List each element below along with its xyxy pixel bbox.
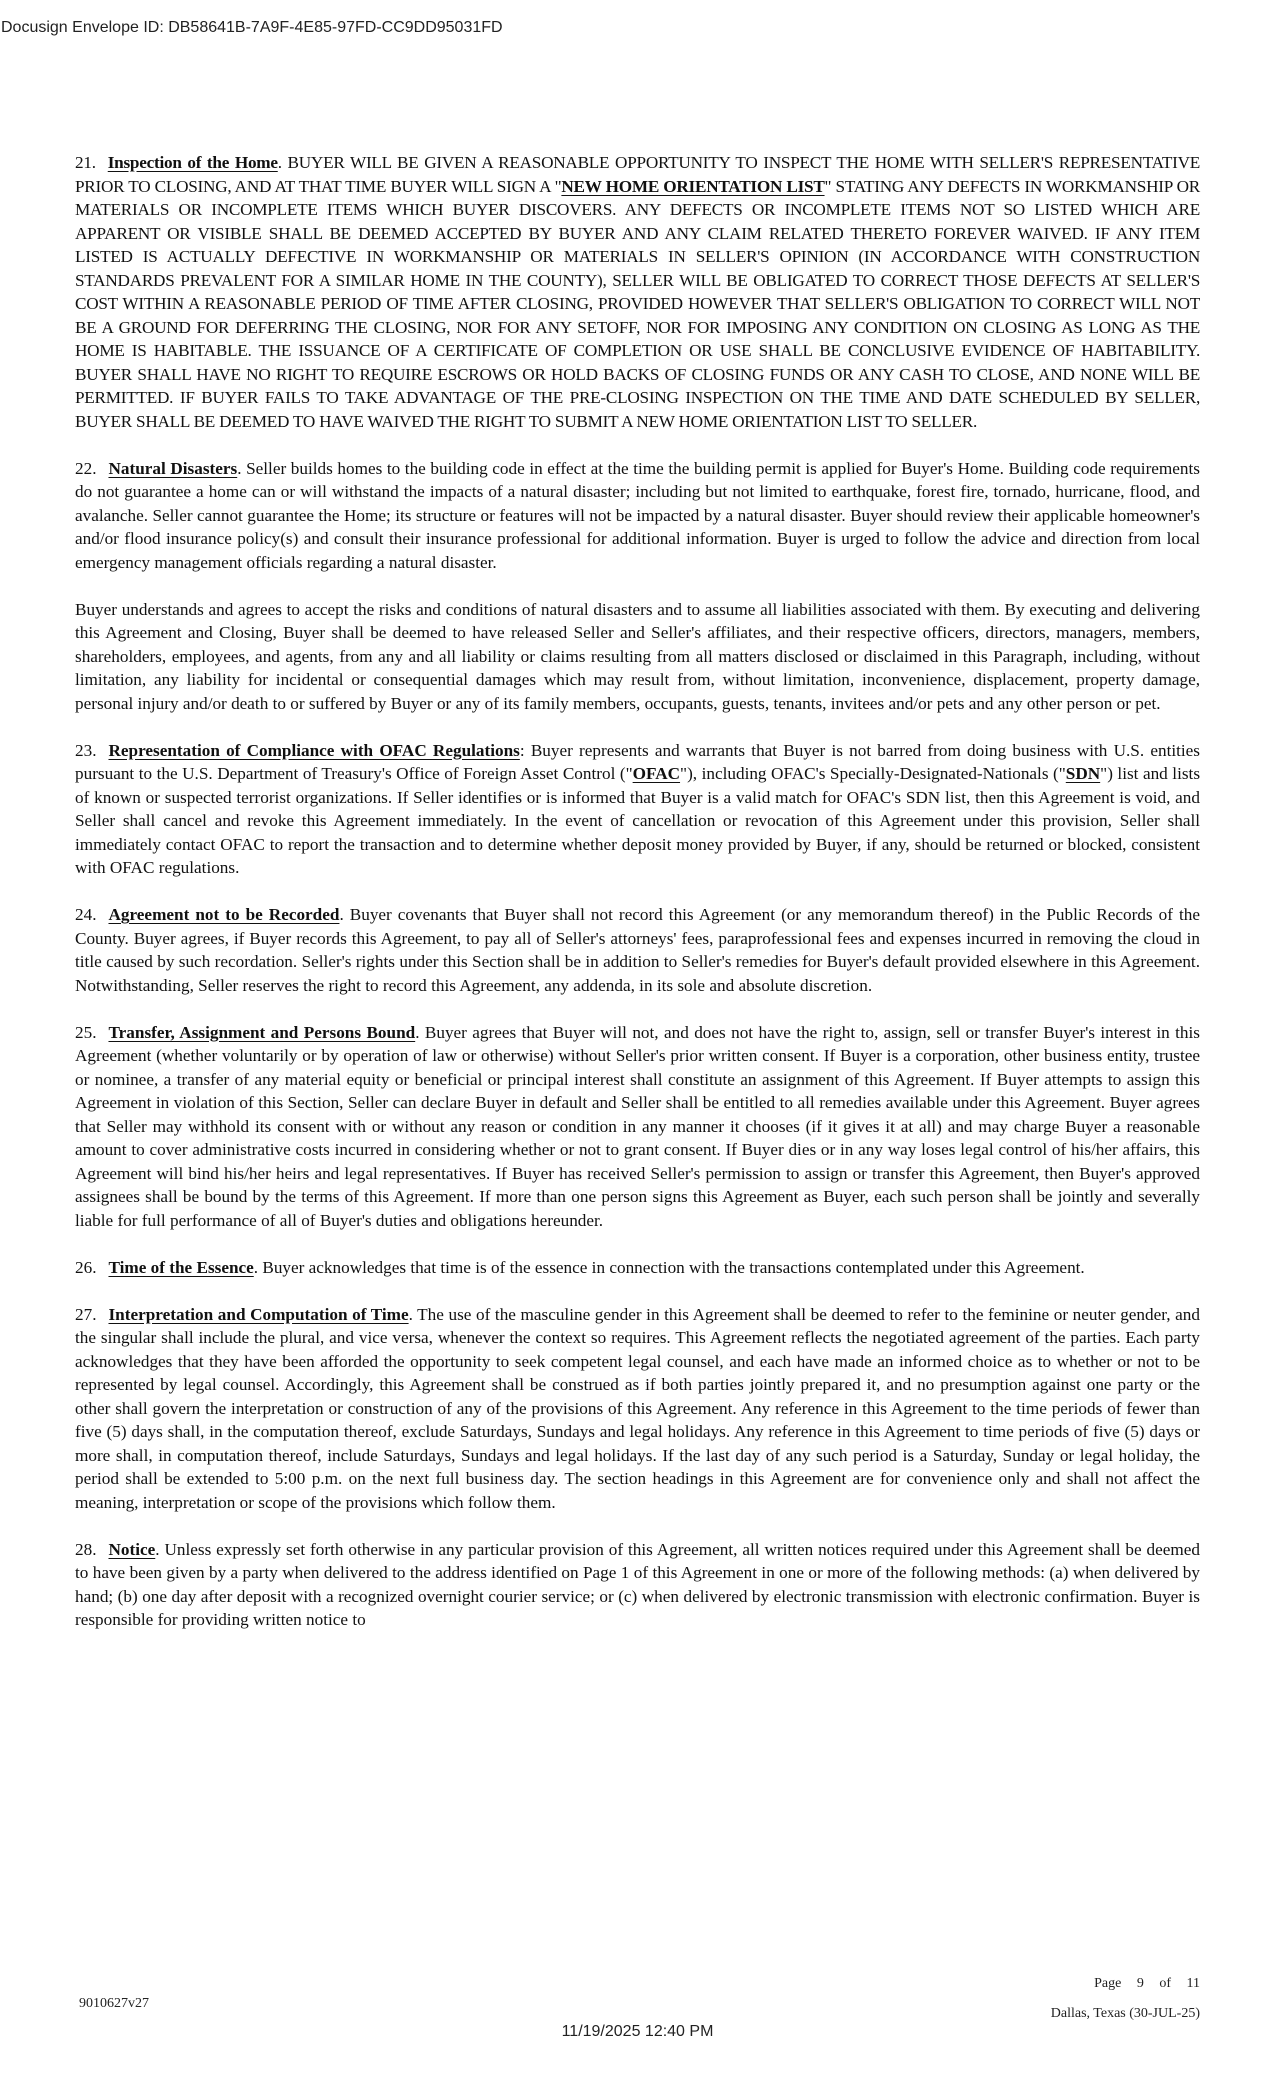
signature-timestamp: 11/19/2025 12:40 PM [561,2023,714,2040]
defined-term: SDN [1065,764,1101,783]
document-location-date: Dallas, Texas (30-JUL-25) [1050,2006,1200,2021]
section-heading: Inspection of the Home [107,153,278,172]
page-label: Page [1094,1976,1122,1991]
section-24-not-recorded [75,903,1200,997]
section-number: 21. [75,153,96,172]
section-heading: Representation of Compliance with OFAC Regulations [108,740,520,760]
section-number: 24. [75,905,97,924]
section-number: 22. [75,458,97,478]
section-heading: Time of the Essence [108,1257,254,1277]
section-text: : Buyer represents and warrants that Buyer is not barred from doing business with U.S. entities pursuant to the U.S. Department of Treasury's Office of Foreign Asset Control (" [75,740,1200,783]
section-21-inspection [75,151,1200,433]
section-text: . Unless expressly set forth otherwise in any particular provision of this Agreement, all written notices required under this Agreement shall be deemed to have been given by a party when delivered to the address identified on Page 1 of this Agreement in one or more of the following methods: (a) when delivered by hand; (b) one day after deposit with a recognized overnight courier service; or (c) when delivered by electronic transmission with electronic confirmation. Buyer is responsible for providing written notice to [75,1539,1200,1629]
section-heading: Interpretation and Computation of Time [108,1304,409,1324]
section-number: 26. [75,1257,97,1277]
section-text: . Buyer acknowledges that time is of the essence in connection with the transactions contemplated under this Agreement. [253,1257,1085,1277]
section-22-continuation: Buyer understands and agrees to accept the risks and conditions of natural disasters and to assume all liabilities associated with them. By executing and delivering this Agreement and Closing, Buyer shall be deemed to have released Seller and Seller's affiliates, and their respective officers, directors, managers, members, shareholders, employees, and agents, from any and all liability or claims resulting from all matters disclosed or disclaimed in this Paragraph, including, without limitation, any liability for incidental or consequential damages which may result from, without limitation, inconvenience, displacement, property damage, personal injury and/or death to or suffered by Buyer or any of its family members, occupants, guests, tenants, invitees and/or pets and any other person or pet. [75,599,1200,713]
section-text: . The use of the masculine gender in this Agreement shall be deemed to refer to the feminine or neuter gender, and the singular shall include the plural, and vice versa, whenever the context so requires. This Agreement reflects the negotiated agreement of the parties. Each party acknowledges that they have been afforded the opportunity to seek competent legal counsel, and each have made an informed choice as to whether or not to be represented by legal counsel. Accordingly, this Agreement shall be construed as if both parties jointly prepared it, and no presumption against one party or the other shall govern the interpretation or construction of any of the provisions of this Agreement. Any reference in this Agreement to the time periods of fewer than five (5) days shall, in the computation thereof, exclude Saturdays, Sundays and legal holidays. Any reference in this Agreement to time periods of five (5) days or more shall, in computation thereof, include Saturdays, Sundays and legal holidays. If the last day of any such period is a Saturday, Sunday or legal holiday, the period shall be extended to 5:00 p.m. on the next full business day. The section headings in this Agreement are for convenience only and shall not affect the meaning, interpretation or scope of the provisions which follow them. [75,1304,1200,1512]
defined-term: NEW HOME ORIENTATION LIST [561,176,825,196]
section-27-interpretation [75,1303,1200,1515]
section-23-ofac [75,739,1200,880]
section-heading: Notice [108,1539,156,1559]
section-22-natural-disasters [75,457,1200,575]
section-text: "), including OFAC's Specially-Designated-Nationals (" [680,764,1066,783]
section-text: . BUYER WILL BE GIVEN A REASONABLE OPPORTUNITY TO INSPECT THE HOME WITH SELLER'S REPRESENTATIVE PRIOR TO CLOSING, AND AT THAT TIME BUYER WILL SIGN A " [75,153,1200,196]
section-text: . Buyer agrees that Buyer will not, and does not have the right to, assign, sell or transfer Buyer's interest in this Agreement (whether voluntarily or by operation of law or otherwise) without Seller's prior written consent. If Buyer is a corporation, other business entity, trustee or nominee, a transfer of any material equity or beneficial or principal interest shall constitute an assignment of this Agreement. If Buyer attempts to assign this Agreement in violation of this Section, Seller can declare Buyer in default and Seller shall be entitled to all remedies available under this Agreement. Buyer agrees that Seller may withhold its consent with or without any reason or condition in any manner it chooses (if it gives it at all) and may charge Buyer a reasonable amount to cover administrative costs incurred in considering whether or not to grant consent. If Buyer dies or in any way loses legal control of his/her affairs, this Agreement will bind his/her heirs and legal representatives. If Buyer has received Seller's permission to assign or transfer this Agreement, then Buyer's approved assignees shall be bound by the terms of this Agreement. If more than one person signs this Agreement as Buyer, each such person shall be jointly and severally liable for full performance of all of Buyer's duties and obligations hereunder. [75,1022,1200,1230]
docusign-envelope-id: Docusign Envelope ID: DB58641B-7A9F-4E85-97FD-CC9DD95031FD [1,19,503,36]
document-version-id: 9010627v27 [79,1996,149,2011]
defined-term: OFAC [632,764,681,783]
section-number: 28. [75,1539,97,1559]
section-text: ") list and lists of known or suspected terrorist organizations. If Seller identifies or is informed that Buyer is a valid match for OFAC's SDN list, then this Agreement is void, and Seller shall cancel and revoke this Agreement immediately. In the event of cancellation or revocation of this Agreement under this provision, Seller shall immediately contact OFAC to report the transaction and to determine whether deposit money provided by Buyer, if any, should be returned or blocked, consistent with OFAC regulations. [75,764,1201,877]
document-body [75,151,1200,1655]
section-number: 27. [75,1304,97,1324]
page-of-label: of [1159,1976,1172,1991]
section-text: " STATING ANY DEFECTS IN WORKMANSHIP OR MATERIALS OR INCOMPLETE ITEMS WHICH BUYER DISCOVERS. ANY DEFECTS OR INCOMPLETE ITEMS NOT SO LISTED WHICH ARE APPARENT OR VISIBLE SHALL BE DEEMED ACCEPTED BY BUYER AND ANY CLAIM RELATED THERETO FOREVER WAIVED. IF ANY ITEM LISTED IS ACTUALLY DEFECTIVE IN WORKMANSHIP OR MATERIALS IN SELLER'S OPINION (IN ACCORDANCE WITH CONSTRUCTION STANDARDS PREVALENT FOR A SIMILAR HOME IN THE COUNTY), SELLER WILL BE OBLIGATED TO CORRECT THOSE DEFECTS AT SELLER'S COST WITHIN A REASONABLE PERIOD OF TIME AFTER CLOSING, PROVIDED HOWEVER THAT SELLER'S OBLIGATION TO CORRECT WILL NOT BE A GROUND FOR DEFERRING THE CLOSING, NOR FOR ANY SETOFF, NOR FOR IMPOSING ANY CONDITION ON CLOSING AS LONG AS THE HOME IS HABITABLE. THE ISSUANCE OF A CERTIFICATE OF COMPLETION OR USE SHALL BE CONCLUSIVE EVIDENCE OF HABITABILITY. BUYER SHALL HAVE NO RIGHT TO REQUIRE ESCROWS OR HOLD BACKS OF CLOSING FUNDS OR ANY CASH TO CLOSE, AND NONE WILL BE PERMITTED. IF BUYER FAILS TO TAKE ADVANTAGE OF THE PRE-CLOSING INSPECTION ON THE TIME AND DATE SCHEDULED BY SELLER, BUYER SHALL BE DEEMED TO HAVE WAIVED THE RIGHT TO SUBMIT A NEW HOME ORIENTATION LIST TO SELLER. [75,176,1201,431]
section-number: 25. [75,1022,97,1042]
section-heading: Transfer, Assignment and Persons Bound [108,1022,416,1042]
section-26-time-essence [75,1256,1200,1280]
section-28-notice [75,1538,1200,1632]
section-text: . Seller builds homes to the building code in effect at the time the building permit is applied for Buyer's Home. Building code requirements do not guarantee a home can or will withstand the impacts of a natural disaster; including but not limited to earthquake, forest fire, tornado, hurricane, flood, and avalanche. Seller cannot guarantee the Home; its structure or features will not be impacted by a natural disaster. Buyer should review their applicable homeowner's and/or flood insurance policy(s) and consult their insurance professional for additional information. Buyer is urged to follow the advice and direction from local emergency management officials regarding a natural disaster. [75,458,1200,572]
section-heading: Agreement not to be Recorded [108,905,340,924]
section-25-transfer [75,1021,1200,1233]
page-total: 11 [1186,1976,1200,1991]
page-indicator [1094,1976,1200,1992]
section-number: 23. [75,740,97,760]
section-text: . Buyer covenants that Buyer shall not record this Agreement (or any memorandum thereof) in the Public Records of the County. Buyer agrees, if Buyer records this Agreement, to pay all of Seller's attorneys' fees, paraprofessional fees and expenses incurred in removing the cloud in title caused by such recordation. Seller's rights under this Section shall be in addition to Seller's remedies for Buyer's default provided elsewhere in this Agreement. Notwithstanding, Seller reserves the right to record this Agreement, any addenda, in its sole and absolute discretion. [75,905,1200,995]
section-heading: Natural Disasters [108,458,238,478]
page-number: 9 [1136,1976,1144,1991]
